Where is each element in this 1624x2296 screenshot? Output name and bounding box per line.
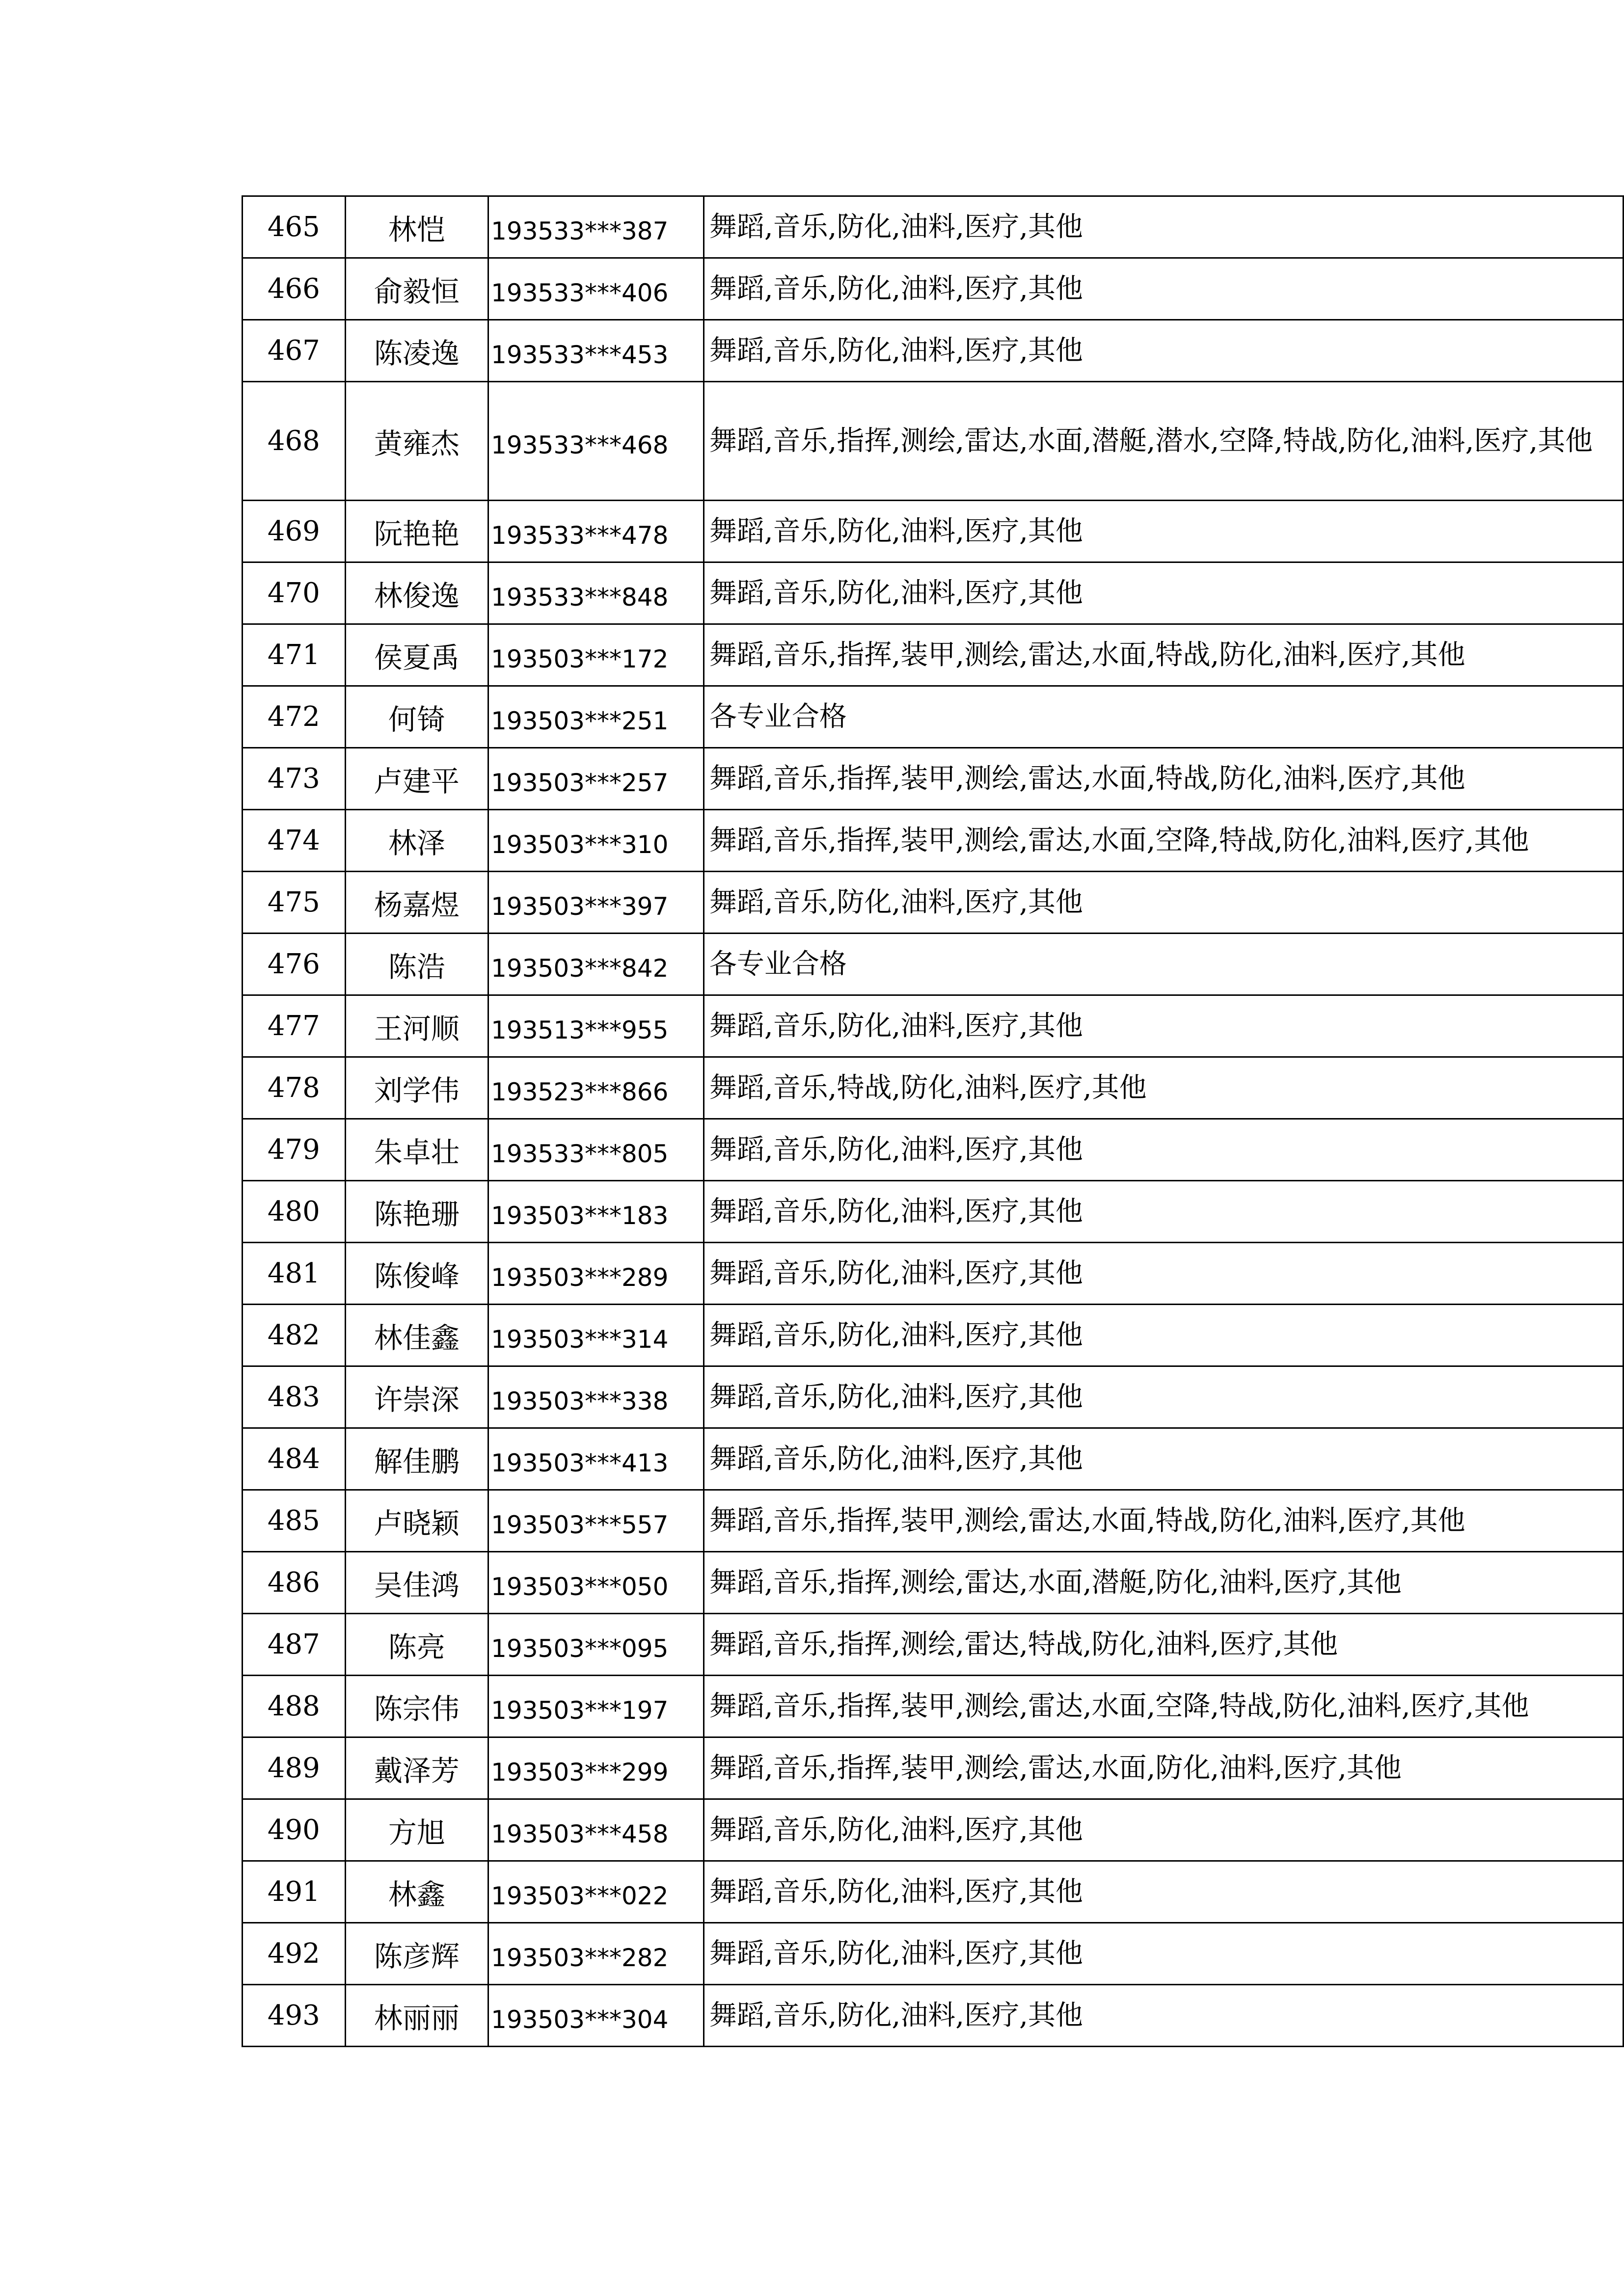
table-row — [243, 562, 1624, 624]
result-cell-text: 舞蹈,音乐,防化,油料,医疗,其他 — [709, 1195, 1083, 1228]
id-number-cell-text: 193533***406 — [491, 278, 669, 307]
row-number-cell-text: 468 — [267, 425, 320, 457]
row-number-cell-text: 484 — [267, 1443, 320, 1475]
name-cell-text: 王河顺 — [374, 1012, 460, 1045]
table-row — [243, 624, 1624, 686]
table-row — [243, 1923, 1624, 1985]
name-cell — [345, 1366, 488, 1428]
result-cell-text: 舞蹈,音乐,指挥,装甲,测绘,雷达,水面,特战,防化,油料,医疗,其他 — [709, 639, 1465, 671]
row-number-cell-text: 482 — [267, 1319, 320, 1351]
row-number-cell-text: 470 — [267, 577, 320, 609]
name-cell-text: 卢晓颖 — [374, 1506, 460, 1540]
row-number-cell — [243, 1057, 346, 1119]
result-cell-text: 舞蹈,音乐,指挥,测绘,雷达,特战,防化,油料,医疗,其他 — [709, 1628, 1338, 1660]
name-cell-text: 陈彦辉 — [374, 1939, 460, 1973]
row-number-cell — [243, 501, 346, 562]
name-cell — [345, 1243, 488, 1305]
table-row — [243, 1985, 1624, 2047]
result-cell — [704, 1119, 1623, 1181]
row-number-cell — [243, 1614, 346, 1676]
row-number-cell-text: 479 — [267, 1134, 320, 1166]
id-number-cell-text: 193503***095 — [491, 1634, 669, 1663]
name-cell-text: 林泽 — [388, 826, 445, 860]
id-number-cell-text: 193503***050 — [491, 1572, 669, 1601]
row-number-cell — [243, 562, 346, 624]
name-cell — [345, 1985, 488, 2047]
id-number-cell — [488, 1737, 704, 1799]
result-cell — [704, 872, 1623, 934]
result-cell — [704, 1552, 1623, 1614]
row-number-cell — [243, 1737, 346, 1799]
id-number-cell — [488, 1119, 704, 1181]
table-row — [243, 934, 1624, 995]
result-cell-text: 舞蹈,音乐,指挥,测绘,雷达,水面,潜艇,潜水,空降,特战,防化,油料,医疗,其他 — [709, 425, 1593, 457]
id-number-cell — [488, 1799, 704, 1861]
name-cell — [345, 1119, 488, 1181]
row-number-cell — [243, 686, 346, 748]
row-number-cell-text: 489 — [267, 1752, 320, 1784]
result-cell-text: 各专业合格 — [709, 700, 847, 733]
results-table — [242, 195, 1624, 2047]
name-cell — [345, 196, 488, 258]
table-row — [243, 196, 1624, 258]
table-row — [243, 501, 1624, 562]
id-number-cell-text: 193503***197 — [491, 1696, 669, 1725]
name-cell-text: 侯夏禹 — [374, 641, 460, 674]
row-number-cell-text: 488 — [267, 1690, 320, 1722]
result-cell — [704, 624, 1623, 686]
result-cell — [704, 686, 1623, 748]
result-cell — [704, 995, 1623, 1057]
table-row — [243, 748, 1624, 810]
id-number-cell — [488, 1366, 704, 1428]
id-number-cell — [488, 810, 704, 872]
name-cell — [345, 320, 488, 382]
name-cell — [345, 1490, 488, 1552]
result-cell — [704, 1861, 1623, 1923]
row-number-cell-text: 492 — [267, 1938, 320, 1970]
name-cell-text: 吴佳鸿 — [374, 1568, 460, 1602]
result-cell-text: 舞蹈,音乐,防化,油料,医疗,其他 — [709, 1319, 1083, 1351]
name-cell — [345, 1552, 488, 1614]
result-cell — [704, 1799, 1623, 1861]
id-number-cell — [488, 1552, 704, 1614]
table-row — [243, 1799, 1624, 1861]
result-cell — [704, 196, 1623, 258]
id-number-cell — [488, 1923, 704, 1985]
result-cell-text: 舞蹈,音乐,防化,油料,医疗,其他 — [709, 211, 1083, 243]
name-cell-text: 林鑫 — [388, 1877, 445, 1911]
result-cell-text: 舞蹈,音乐,防化,油料,医疗,其他 — [709, 334, 1083, 367]
row-number-cell — [243, 1552, 346, 1614]
row-number-cell — [243, 320, 346, 382]
id-number-cell — [488, 258, 704, 320]
name-cell-text: 陈凌逸 — [374, 336, 460, 370]
table-row — [243, 258, 1624, 320]
name-cell-text: 陈亮 — [388, 1630, 445, 1664]
result-cell-text: 舞蹈,音乐,防化,油料,医疗,其他 — [709, 1999, 1083, 2031]
id-number-cell-text: 193503***314 — [491, 1325, 669, 1354]
result-cell-text: 舞蹈,音乐,指挥,测绘,雷达,水面,潜艇,防化,油料,医疗,其他 — [709, 1566, 1402, 1599]
id-number-cell-text: 193503***338 — [491, 1387, 669, 1415]
row-number-cell-text: 471 — [267, 639, 320, 671]
row-number-cell — [243, 1923, 346, 1985]
row-number-cell-text: 493 — [267, 2000, 320, 2031]
table-row — [243, 686, 1624, 748]
table-row — [243, 1552, 1624, 1614]
id-number-cell — [488, 624, 704, 686]
table-row — [243, 995, 1624, 1057]
result-cell-text: 舞蹈,音乐,防化,油料,医疗,其他 — [709, 886, 1083, 918]
id-number-cell-text: 193503***304 — [491, 2005, 669, 2034]
id-number-cell-text: 193503***282 — [491, 1943, 669, 1972]
name-cell — [345, 1305, 488, 1366]
table-row — [243, 810, 1624, 872]
row-number-cell — [243, 1799, 346, 1861]
row-number-cell — [243, 258, 346, 320]
id-number-cell — [488, 1985, 704, 2047]
row-number-cell — [243, 1676, 346, 1737]
id-number-cell — [488, 1243, 704, 1305]
name-cell — [345, 1799, 488, 1861]
result-cell-text: 舞蹈,音乐,防化,油料,医疗,其他 — [709, 1010, 1083, 1042]
result-cell-text: 舞蹈,音乐,指挥,装甲,测绘,雷达,水面,空降,特战,防化,油料,医疗,其他 — [709, 1690, 1529, 1722]
result-cell-text: 各专业合格 — [709, 948, 847, 980]
table-row — [243, 1366, 1624, 1428]
results-table-body — [243, 196, 1624, 2047]
name-cell-text: 林恺 — [388, 213, 445, 246]
name-cell-text: 卢建平 — [374, 764, 460, 798]
name-cell — [345, 1737, 488, 1799]
name-cell — [345, 258, 488, 320]
id-number-cell-text: 193513***955 — [491, 1015, 669, 1044]
table-row — [243, 1181, 1624, 1243]
result-cell — [704, 1243, 1623, 1305]
result-cell — [704, 258, 1623, 320]
row-number-cell-text: 480 — [267, 1196, 320, 1228]
name-cell — [345, 1057, 488, 1119]
name-cell-text: 何锜 — [388, 702, 445, 736]
row-number-cell — [243, 1861, 346, 1923]
row-number-cell — [243, 810, 346, 872]
result-cell-text: 舞蹈,音乐,防化,油料,医疗,其他 — [709, 1257, 1083, 1289]
name-cell — [345, 934, 488, 995]
table-row — [243, 1305, 1624, 1366]
result-cell — [704, 810, 1623, 872]
id-number-cell — [488, 686, 704, 748]
row-number-cell — [243, 1243, 346, 1305]
name-cell — [345, 686, 488, 748]
result-cell-text: 舞蹈,音乐,防化,油料,医疗,其他 — [709, 1442, 1083, 1475]
id-number-cell — [488, 995, 704, 1057]
result-cell-text: 舞蹈,音乐,防化,油料,医疗,其他 — [709, 1937, 1083, 1970]
id-number-cell-text: 193523***866 — [491, 1077, 669, 1106]
id-number-cell — [488, 748, 704, 810]
row-number-cell-text: 469 — [267, 515, 320, 547]
name-cell-text: 解佳鹏 — [374, 1444, 460, 1478]
row-number-cell-text: 466 — [267, 273, 320, 305]
row-number-cell — [243, 1119, 346, 1181]
id-number-cell — [488, 320, 704, 382]
id-number-cell — [488, 1181, 704, 1243]
id-number-cell-text: 193503***413 — [491, 1448, 669, 1477]
name-cell-text: 陈宗伟 — [374, 1692, 460, 1726]
row-number-cell-text: 491 — [267, 1876, 320, 1908]
id-number-cell — [488, 1305, 704, 1366]
row-number-cell — [243, 1366, 346, 1428]
row-number-cell — [243, 1305, 346, 1366]
id-number-cell-text: 193503***458 — [491, 1819, 669, 1848]
result-cell — [704, 382, 1623, 501]
name-cell-text: 刘学伟 — [374, 1073, 460, 1107]
result-cell-text: 舞蹈,音乐,防化,油料,医疗,其他 — [709, 1133, 1083, 1166]
result-cell-text: 舞蹈,音乐,指挥,装甲,测绘,雷达,水面,特战,防化,油料,医疗,其他 — [709, 1504, 1465, 1537]
row-number-cell — [243, 1985, 346, 2047]
row-number-cell — [243, 995, 346, 1057]
result-cell-text: 舞蹈,音乐,防化,油料,医疗,其他 — [709, 577, 1083, 609]
result-cell-text: 舞蹈,音乐,防化,油料,医疗,其他 — [709, 272, 1083, 305]
id-number-cell — [488, 1057, 704, 1119]
name-cell-text: 方旭 — [388, 1815, 445, 1849]
row-number-cell — [243, 872, 346, 934]
row-number-cell-text: 490 — [267, 1814, 320, 1846]
result-cell — [704, 1614, 1623, 1676]
name-cell — [345, 1181, 488, 1243]
id-number-cell-text: 193533***453 — [491, 340, 669, 369]
name-cell — [345, 872, 488, 934]
result-cell-text: 舞蹈,音乐,防化,油料,医疗,其他 — [709, 515, 1083, 547]
name-cell-text: 黄雍杰 — [374, 427, 460, 460]
id-number-cell-text: 193503***172 — [491, 644, 669, 673]
row-number-cell — [243, 624, 346, 686]
result-cell — [704, 934, 1623, 995]
name-cell-text: 陈浩 — [388, 950, 445, 984]
table-row — [243, 1737, 1624, 1799]
result-cell — [704, 320, 1623, 382]
name-cell — [345, 501, 488, 562]
name-cell — [345, 624, 488, 686]
id-number-cell-text: 193533***848 — [491, 583, 669, 612]
result-cell-text: 舞蹈,音乐,指挥,装甲,测绘,雷达,水面,防化,油料,医疗,其他 — [709, 1752, 1402, 1784]
id-number-cell — [488, 501, 704, 562]
result-cell — [704, 1676, 1623, 1737]
id-number-cell-text: 193503***310 — [491, 830, 669, 859]
id-number-cell-text: 193533***468 — [491, 430, 669, 459]
name-cell-text: 杨嘉煜 — [374, 888, 460, 922]
name-cell-text: 陈俊峰 — [374, 1259, 460, 1293]
name-cell-text: 阮艳艳 — [374, 517, 460, 551]
row-number-cell — [243, 1490, 346, 1552]
id-number-cell — [488, 1490, 704, 1552]
name-cell — [345, 1923, 488, 1985]
row-number-cell-text: 487 — [267, 1629, 320, 1660]
name-cell-text: 朱卓壮 — [374, 1135, 460, 1169]
name-cell — [345, 1676, 488, 1737]
name-cell-text: 俞毅恒 — [374, 274, 460, 308]
id-number-cell-text: 193503***557 — [491, 1510, 669, 1539]
name-cell-text: 林俊逸 — [374, 579, 460, 613]
id-number-cell — [488, 1614, 704, 1676]
result-cell — [704, 1366, 1623, 1428]
result-cell — [704, 562, 1623, 624]
result-cell-text: 舞蹈,音乐,指挥,装甲,测绘,雷达,水面,特战,防化,油料,医疗,其他 — [709, 762, 1465, 795]
id-number-cell — [488, 934, 704, 995]
table-row — [243, 320, 1624, 382]
row-number-cell-text: 465 — [267, 211, 320, 243]
id-number-cell-text: 193533***387 — [491, 216, 669, 245]
name-cell — [345, 810, 488, 872]
table-row — [243, 1119, 1624, 1181]
table-row — [243, 1861, 1624, 1923]
id-number-cell-text: 193503***842 — [491, 954, 669, 983]
id-number-cell-text: 193503***251 — [491, 706, 669, 735]
row-number-cell-text: 477 — [267, 1010, 320, 1042]
result-cell — [704, 1428, 1623, 1490]
id-number-cell-text: 193503***397 — [491, 892, 669, 921]
result-cell-text: 舞蹈,音乐,防化,油料,医疗,其他 — [709, 1875, 1083, 1908]
name-cell-text: 林丽丽 — [374, 2001, 460, 2035]
row-number-cell-text: 472 — [267, 701, 320, 733]
row-number-cell-text: 474 — [267, 825, 320, 856]
result-cell — [704, 1737, 1623, 1799]
row-number-cell — [243, 1428, 346, 1490]
id-number-cell-text: 193503***299 — [491, 1758, 669, 1787]
result-cell — [704, 1985, 1623, 2047]
row-number-cell — [243, 196, 346, 258]
name-cell — [345, 748, 488, 810]
row-number-cell — [243, 1181, 346, 1243]
table-row — [243, 872, 1624, 934]
id-number-cell — [488, 872, 704, 934]
result-cell-text: 舞蹈,音乐,防化,油料,医疗,其他 — [709, 1381, 1083, 1413]
row-number-cell-text: 473 — [267, 763, 320, 795]
id-number-cell — [488, 1428, 704, 1490]
id-number-cell-text: 193503***289 — [491, 1263, 669, 1292]
id-number-cell — [488, 562, 704, 624]
result-cell — [704, 1305, 1623, 1366]
result-cell — [704, 1490, 1623, 1552]
table-row — [243, 1614, 1624, 1676]
name-cell — [345, 382, 488, 501]
name-cell — [345, 1614, 488, 1676]
result-cell — [704, 1057, 1623, 1119]
id-number-cell-text: 193533***805 — [491, 1139, 669, 1168]
name-cell — [345, 995, 488, 1057]
row-number-cell-text: 476 — [267, 948, 320, 980]
id-number-cell-text: 193503***022 — [491, 1881, 669, 1910]
id-number-cell — [488, 1861, 704, 1923]
result-cell-text: 舞蹈,音乐,防化,油料,医疗,其他 — [709, 1814, 1083, 1846]
table-row — [243, 382, 1624, 501]
row-number-cell-text: 481 — [267, 1257, 320, 1289]
id-number-cell — [488, 382, 704, 501]
row-number-cell-text: 467 — [267, 335, 320, 367]
table-row — [243, 1676, 1624, 1737]
id-number-cell-text: 193503***257 — [491, 768, 669, 797]
row-number-cell-text: 486 — [267, 1567, 320, 1599]
row-number-cell-text: 483 — [267, 1381, 320, 1413]
name-cell — [345, 562, 488, 624]
row-number-cell-text: 475 — [267, 886, 320, 918]
result-cell — [704, 748, 1623, 810]
result-cell-text: 舞蹈,音乐,指挥,装甲,测绘,雷达,水面,空降,特战,防化,油料,医疗,其他 — [709, 824, 1529, 856]
row-number-cell-text: 485 — [267, 1505, 320, 1537]
id-number-cell-text: 193503***183 — [491, 1201, 669, 1230]
table-row — [243, 1490, 1624, 1552]
name-cell-text: 许崇深 — [374, 1383, 460, 1416]
name-cell-text: 戴泽芳 — [374, 1754, 460, 1788]
result-cell — [704, 501, 1623, 562]
table-row — [243, 1057, 1624, 1119]
name-cell-text: 林佳鑫 — [374, 1321, 460, 1355]
name-cell — [345, 1428, 488, 1490]
name-cell — [345, 1861, 488, 1923]
row-number-cell — [243, 748, 346, 810]
table-row — [243, 1243, 1624, 1305]
result-cell — [704, 1923, 1623, 1985]
row-number-cell — [243, 934, 346, 995]
result-cell — [704, 1181, 1623, 1243]
row-number-cell-text: 478 — [267, 1072, 320, 1104]
id-number-cell-text: 193533***478 — [491, 521, 669, 550]
table-row — [243, 1428, 1624, 1490]
row-number-cell — [243, 382, 346, 501]
result-cell-text: 舞蹈,音乐,特战,防化,油料,医疗,其他 — [709, 1071, 1147, 1104]
name-cell-text: 陈艳珊 — [374, 1197, 460, 1231]
id-number-cell — [488, 196, 704, 258]
id-number-cell — [488, 1676, 704, 1737]
